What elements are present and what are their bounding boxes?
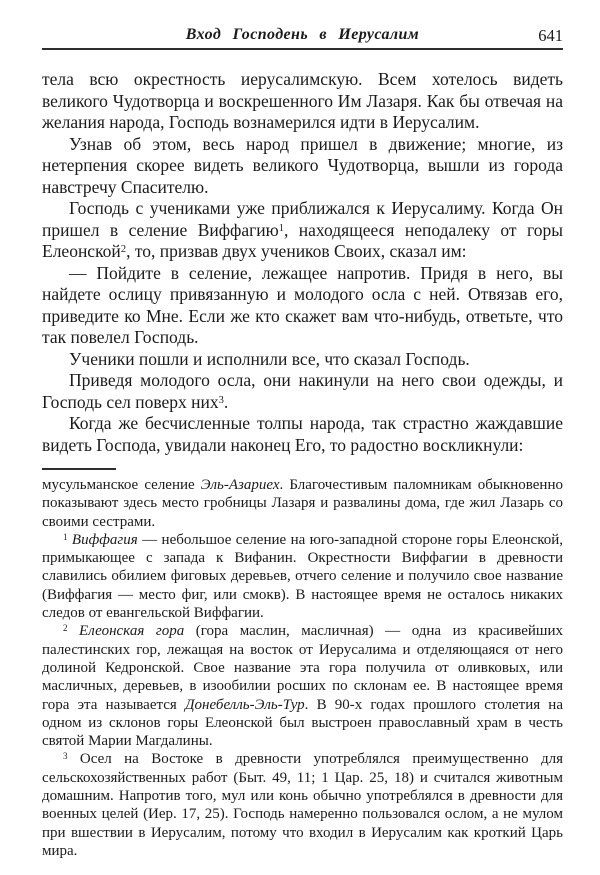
text-segment: Осел на Востоке в древности употреблялся преимущественно для сельскохозяйственных работ (Быт. 49, 11; 1 Цар. 25, 18) и считался животным домашним. Напротив того, мул или конь обычно употреблялся в древности для военных целей (Иер. 17, 25). Господь намеренно пользовался ослом, а не мулом при вшествии в Иерусалим, потому что входил в Иерусалим как кроткий Царь мира.: [42, 751, 563, 859]
paragraph: [42, 750, 563, 860]
footnote-marker: 2: [120, 244, 127, 256]
paragraph: [42, 370, 563, 413]
text-segment: Узнав об этом, весь народ пришел в движение; многие, из нетерпения скорее видеть великого Чудотворца, вышли из города навстречу Спасителю.: [42, 133, 563, 197]
paragraph: [42, 413, 563, 456]
text-segment: Когда же бесчисленные толпы народа, так страстно жаждавшие видеть Господа, увидали наконец Его, то радостно воскликнули:: [42, 413, 563, 455]
text-segment: .: [223, 391, 229, 412]
paragraph: [42, 134, 563, 199]
paragraph: [42, 198, 563, 263]
italic-text: Елеонская гора: [79, 623, 185, 640]
paragraph: [42, 622, 563, 750]
footnotes: [42, 476, 563, 860]
paragraph: [42, 476, 563, 531]
text-segment: . Благочестивым паломникам обыкновенно показывают здесь место гробницы Лазаря и развалины дома, где жил Лазарь со своими сестрами.: [42, 477, 563, 530]
footnote-marker: 3: [218, 394, 224, 406]
footnote-marker: 1: [63, 531, 68, 542]
text-segment: — небольшое селение на юго-западной стороне горы Елеонской, примыкающее с запада к Вифанин. Окрестности Виффагии в древности славились обилием фиговых деревьев, отчего селение и получило свое название (Виффагия — место фиг, или смокв). В настоящее время не осталось никаких следов от евангельской Виффагии.: [42, 531, 564, 622]
italic-text: Виффагия: [71, 531, 138, 548]
footnote-separator: [42, 468, 116, 470]
main-text: [42, 69, 563, 456]
footnote-marker: 1: [278, 222, 284, 234]
italic-text: Донебелль-Эль-Тур: [184, 696, 305, 713]
footnote-marker: 2: [63, 623, 68, 634]
text-segment: [68, 623, 80, 639]
text-segment: Приведя молодого осла, они накинули на него свои одежды, и Господь сел поверх них: [42, 370, 563, 412]
paragraph: [42, 69, 563, 134]
text-segment: — Пойдите в селение, лежащее напротив. Придя в него, вы найдете ослицу привязанную и молодого осла с ней. Отвязав его, приведите ко Мне. Если же кто скажет вам что-нибудь, ответьте, что так повелел Господь.: [42, 262, 563, 347]
italic-text: Эль-Азариех: [200, 477, 280, 493]
footnote-marker: 3: [63, 751, 68, 762]
paragraph: [42, 263, 563, 349]
text-segment: . В 90-х годах прошлого столетия на одном из склонов горы Елеонской был выстроен православный храм в честь святой Марии Магдалины.: [42, 696, 563, 750]
paragraph: [42, 531, 563, 622]
text-segment: , находящееся неподалеку от горы Елеонской: [42, 219, 563, 261]
text-segment: , то, призвав двух учеников Своих, сказал им:: [126, 241, 467, 261]
text-segment: (гора маслин, масличная) — одна из красивейших палестинских гор, лежащая на восток от Иерусалима и отделяющаяся от него долиной Кедронской. Свое название эта гора получила от оливковых, или масличных, деревьев, в изообилии росших по склонам ее. В настоящее время гора эта называется: [42, 623, 564, 713]
running-head: [42, 26, 563, 50]
text-segment: Ученики пошли и исполнили все, что сказал Господь.: [69, 348, 470, 369]
paragraph: [42, 349, 563, 371]
page-number: 641: [538, 26, 563, 45]
text-segment: тела всю окрестность иерусалимскую. Всем хотелось видеть великого Чудотворца и воскрешенного Им Лазаря. Как бы отвечая на желания народа, Господь вознамерился идти в Иерусалим.: [42, 69, 563, 132]
text-segment: Господь с учениками уже приближался к Иерусалиму. Когда Он пришел в селение Виффагию: [42, 198, 563, 240]
page-header-title: Вход Господень в Иерусалим: [185, 26, 420, 43]
text-segment: мусульманское селение: [42, 477, 201, 493]
